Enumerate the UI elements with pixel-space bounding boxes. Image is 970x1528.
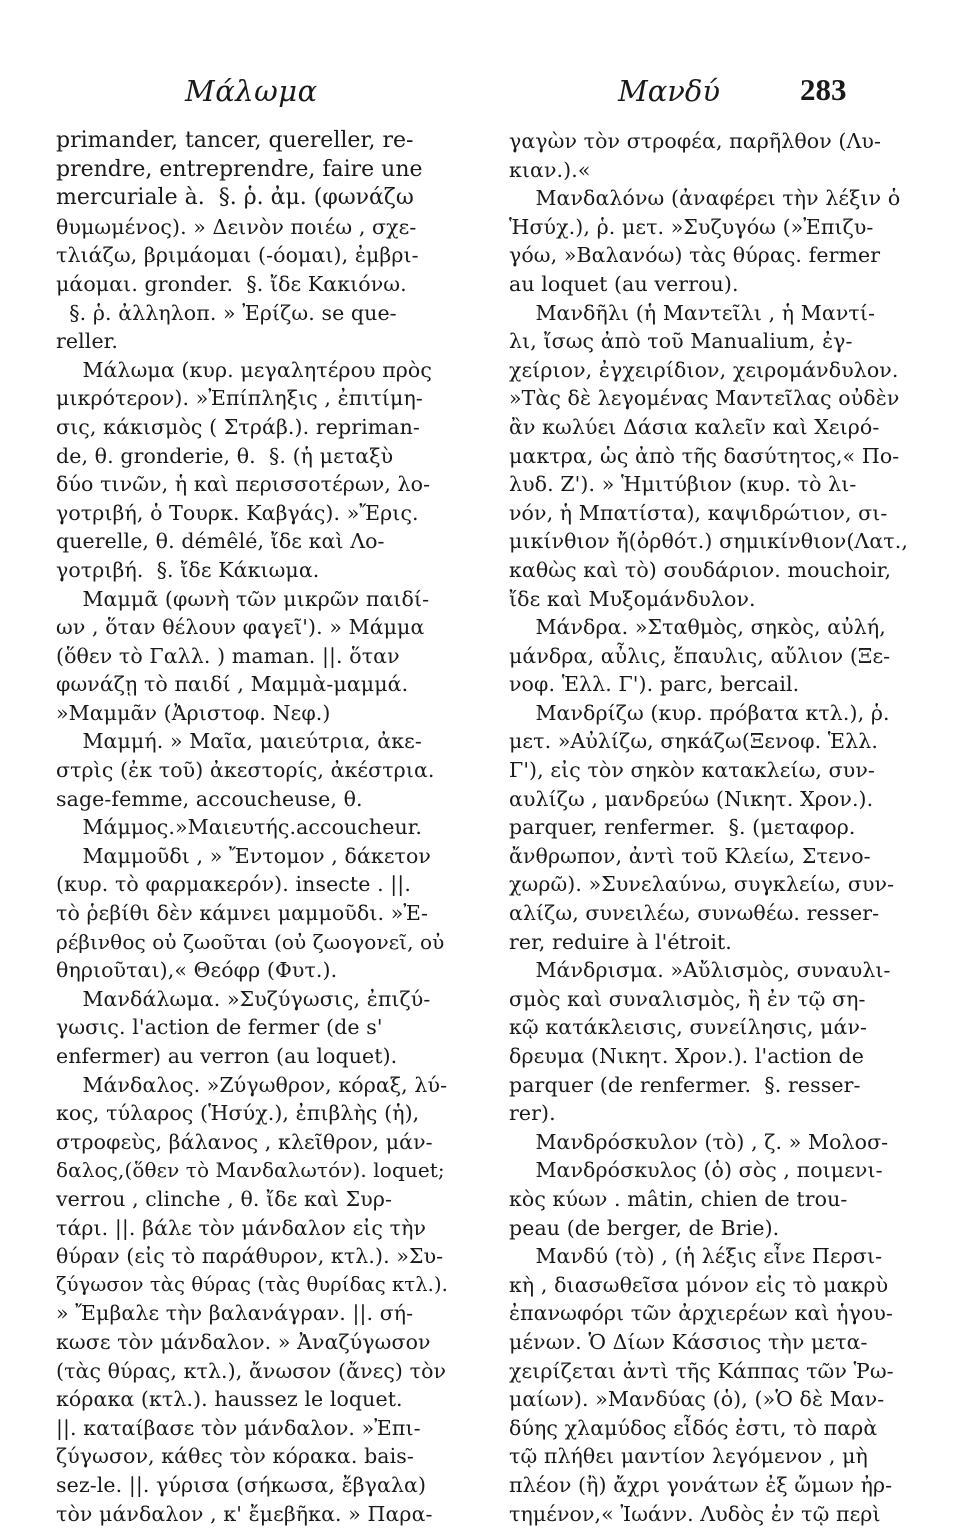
text-line: μετ. »Αὐλίζω, σηκάζω(Ξενοφ. Ἑλλ. [509, 727, 919, 756]
text-line: Ἡσύχ.), ῥ. μετ. »Συζυγόω (»Ἐπιζυ- [509, 213, 919, 242]
text-line: γόω, »Βαλανόω) τὰς θύρας. fermer [509, 241, 919, 270]
text-line: Μανδαλόνω (ἀναφέρει τὴν λέξιν ὁ [509, 184, 919, 213]
text-line: » Ἔμβαλε τὴν βαλανάγραν. ||. σή- [56, 1299, 452, 1328]
text-line: γοτριβή. §. ἴδε Κάκιωμα. [56, 556, 452, 585]
text-line: ἐπανωφόρι τῶν ἀρχιερέων καὶ ἡγου- [509, 1299, 919, 1328]
text-line: στρὶς (ἐκ τοῦ) ἀκεστορίς, ἀκέστρια. [56, 756, 452, 785]
text-line: δαλος,(ὅθεν τὸ Μανδαλωτόν). loquet; [56, 1156, 452, 1185]
text-line: enfermer) au verron (au loquet). [56, 1042, 452, 1071]
text-line: κος, τύλαρος (Ἡσύχ.), ἐπιβλὴς (ἡ), [56, 1099, 452, 1128]
text-line: ἄνθρωπον, ἀντὶ τοῦ Κλείω, Στενο- [509, 842, 919, 871]
text-line: Μαμμοῦδι , » Ἔντομον , δάκετον [56, 842, 452, 871]
text-line: κῷ κατάκλεισις, συνείλησις, μάν- [509, 1013, 919, 1042]
text-line: Μανδύ (τὸ) , (ἡ λέξις εἶνε Περσι- [509, 1242, 919, 1271]
text-line: τάρι. ||. βάλε τὸν μάνδαλον εἰς τὴν [56, 1214, 452, 1243]
text-line: κιαν.).« [509, 156, 919, 185]
text-line: μικρότερον). »Ἐπίπληξις , ἐπιτίμη- [56, 384, 452, 413]
text-line: νοφ. Ἑλλ. Γ'). parc, bercail. [509, 670, 919, 699]
text-line: Μανδρόσκυλον (τὸ) , ζ. » Μολοσ- [509, 1128, 919, 1157]
text-line: σις, κάκισμὸς ( Στράβ.). repriman- [56, 413, 452, 442]
text-line: δύο τινῶν, ἡ καὶ περισσοτέρων, λο- [56, 470, 452, 499]
text-line: στροφεὺς, βάλανος , κλεῖθρον, μάν- [56, 1128, 452, 1157]
text-line: τὸν μάνδαλον , κ' ἔμεβῆκα. » Παρα- [56, 1500, 452, 1528]
text-line: λυδ. Ζ'). » Ἡμιτύβιον (κυρ. τὸ λι- [509, 470, 919, 499]
text-line: ||. καταίβασε τὸν μάνδαλον. »Ἐπι- [56, 1414, 452, 1443]
text-line: Μάμμος.»Μαιευτής.accoucheur. [56, 813, 452, 842]
text-line: γαγὼν τὸν στροφέα, παρῆλθον (Λυ- [509, 127, 919, 156]
text-line: νόν, ἡ Μπατίστα), καψιδρώτιον, σι- [509, 499, 919, 528]
text-line: θυμωμένος). » Δεινὸν ποιέω , σχε- [56, 213, 452, 242]
text-line: αλίζω, συνειλέω, συνωθέω. resser- [509, 899, 919, 928]
text-line: αυλίζω , μανδρεύω (Νικητ. Χρον.). [509, 785, 919, 814]
text-line: ἴδε καὶ Μυξομάνδυλον. [509, 585, 919, 614]
text-line: χείριον, ἐγχειρίδιον, χειρομάνδυλον. [509, 356, 919, 385]
text-line: Μανδάλωμα. »Συζύγωσις, ἐπιζύ- [56, 985, 452, 1014]
text-line: primander, tancer, quereller, re- [56, 127, 452, 156]
text-line: sage-femme, accoucheuse, θ. [56, 785, 452, 814]
text-line: (τὰς θύρας, κτλ.), ἄνωσον (ἄνες) τὸν [56, 1357, 452, 1386]
text-line: Μαμμή. » Μαῖα, μαιεύτρια, ἀκε- [56, 727, 452, 756]
text-line: μάομαι. gronder. §. ἴδε Κακιόνω. [56, 270, 452, 299]
text-line: θύραν (εἰς τὸ παράθυρον, κτλ.). »Συ- [56, 1242, 452, 1271]
text-line: κωσε τὸν μάνδαλον. » Ἀναζύγωσον [56, 1328, 452, 1357]
text-line: δρευμα (Νικητ. Χρον.). l'action de [509, 1042, 919, 1071]
text-line: μακτρα, ὡς ἀπὸ τῆς δασύτητος,« Πο- [509, 442, 919, 471]
text-line: μαίων). »Μανδύας (ὁ), (»Ὁ δὲ Μαν- [509, 1385, 919, 1414]
right-column [509, 127, 919, 1528]
text-line: Γ'), εἰς τὸν σηκὸν κατακλείω, συν- [509, 756, 919, 785]
text-line: χωρῶ). »Συνελαύνω, συγκλείω, συν- [509, 870, 919, 899]
text-line: γωσις. l'action de fermer (de s' [56, 1013, 452, 1042]
text-line: ρέβινθος οὐ ζωοῦται (οὐ ζωογονεῖ, οὐ [56, 928, 452, 957]
text-line: au loquet (au verrou). [509, 270, 919, 299]
text-line: sez-le. ||. γύρισα (σήκωσα, ἔβγαλα) [56, 1471, 452, 1500]
text-line: δύης χλαμύδος εἶδός ἐστι, τὸ παρὰ [509, 1414, 919, 1443]
text-line: Μανδῆλι (ἡ Μαντεῖλι , ἡ Μαντί- [509, 299, 919, 328]
text-line: §. ῥ. ἀλληλοπ. » Ἐρίζω. se que- [56, 299, 452, 328]
text-line: μικίνθιον ἤ(ὀρθότ.) σημικίνθιον(Λατ., [509, 527, 919, 556]
text-line: prendre, entreprendre, faire une [56, 156, 452, 185]
left-column [56, 127, 452, 1528]
text-line: μένων. Ὁ Δίων Κάσσιος τὴν μετα- [509, 1328, 919, 1357]
text-line: λι, ἴσως ἀπὸ τοῦ Manualium, ἐγ- [509, 327, 919, 356]
text-line: ζύγωσον, κάθες τὸν κόρακα. bais- [56, 1442, 452, 1471]
text-line: parquer, renfermer. §. (μεταφορ. [509, 813, 919, 842]
text-line: πλέον (ἢ) ἄχρι γονάτων ἐξ ὤμων ἠρ- [509, 1471, 919, 1500]
text-line: μάνδρα, αὖλις, ἔπαυλις, αὔλιον (Ξε- [509, 642, 919, 671]
text-line: χειρίζεται ἀντὶ τῆς Κάππας τῶν Ῥω- [509, 1357, 919, 1386]
text-line: »Τὰς δὲ λεγομένας Μαντεῖλας οὐδὲν [509, 384, 919, 413]
text-line: τῷ πλήθει μαντίον λεγόμενον , μὴ [509, 1442, 919, 1471]
text-line: ἂν κωλύει Δάσια καλεῖν καὶ Χειρό- [509, 413, 919, 442]
text-line: Μάνδαλος. »Ζύγωθρον, κόραξ, λύ- [56, 1071, 452, 1100]
text-line: Μανδρόσκυλος (ὁ) σὸς , ποιμενι- [509, 1156, 919, 1185]
text-line: φωνάζῃ τὸ παιδί , Μαμμὰ-μαμμά. [56, 670, 452, 699]
text-line: κὸς κύων . mâtin, chien de trou- [509, 1185, 919, 1214]
text-line: τὸ ῥεβίθι δὲν κάμνει μαμμοῦδι. »Ἐ- [56, 899, 452, 928]
text-line: θηριοῦται),« Θεόφρ (Φυτ.). [56, 956, 452, 985]
text-line: ων , ὅταν θέλουν φαγεῖ'). » Μάμμα [56, 613, 452, 642]
text-line: σμὸς καὶ συναλισμὸς, ἢ ἐν τῷ ση- [509, 985, 919, 1014]
text-line: (κυρ. τὸ φαρμακερόν). insecte . ||. [56, 870, 452, 899]
text-line: τλιάζω, βριμάομαι (-όομαι), ἐμβρι- [56, 241, 452, 270]
text-line: rer). [509, 1099, 919, 1128]
text-line: γοτριβή, ὁ Τουρκ. Καβγάς). »Ἔρις. [56, 499, 452, 528]
page-number: 283 [800, 72, 847, 108]
text-line: querelle, θ. démêlé, ἴδε καὶ Λο- [56, 527, 452, 556]
text-line: ζύγωσον τὰς θύρας (τὰς θυρίδας κτλ.). [56, 1271, 452, 1300]
text-line: »Μαμμᾶν (Ἀριστοφ. Νεφ.) [56, 699, 452, 728]
text-line: verrou , clinche , θ. ἴδε καὶ Συρ- [56, 1185, 452, 1214]
running-header [0, 66, 970, 116]
text-line: reller. [56, 327, 452, 356]
text-line: de, θ. gronderie, θ. §. (ἡ μεταξὺ [56, 442, 452, 471]
text-line: Μανδρίζω (κυρ. πρόβατα κτλ.), ῥ. [509, 699, 919, 728]
text-line: τημένον,« Ἰωάνν. Λυδὸς ἐν τῷ περὶ [509, 1500, 919, 1528]
text-line: καθὼς καὶ τὸ) σουδάριον. mouchoir, [509, 556, 919, 585]
text-line: peau (de berger, de Brie). [509, 1214, 919, 1243]
text-line: rer, reduire à l'étroit. [509, 928, 919, 957]
text-line: Μάνδρισμα. »Αὔλισμὸς, συναυλι- [509, 956, 919, 985]
text-line: parquer (de renfermer. §. resser- [509, 1071, 919, 1100]
header-left-word: Μάλωμα [185, 74, 318, 108]
text-line: Μαμμᾶ (φωνὴ τῶν μικρῶν παιδί- [56, 585, 452, 614]
text-line: Μάνδρα. »Σταθμὸς, σηκὸς, αὐλή, [509, 613, 919, 642]
text-line: mercuriale à. §. ῥ. ἀμ. (φωνάζω [56, 184, 452, 213]
text-line: κὴ , διασωθεῖσα μόνον εἰς τὸ μακρὺ [509, 1271, 919, 1300]
header-right-word: Μανδύ [618, 74, 720, 108]
text-line: (ὅθεν τὸ Γαλλ. ) maman. ||. ὅταν [56, 642, 452, 671]
text-line: Μάλωμα (κυρ. μεγαλητέρου πρὸς [56, 356, 452, 385]
text-line: κόρακα (κτλ.). haussez le loquet. [56, 1385, 452, 1414]
